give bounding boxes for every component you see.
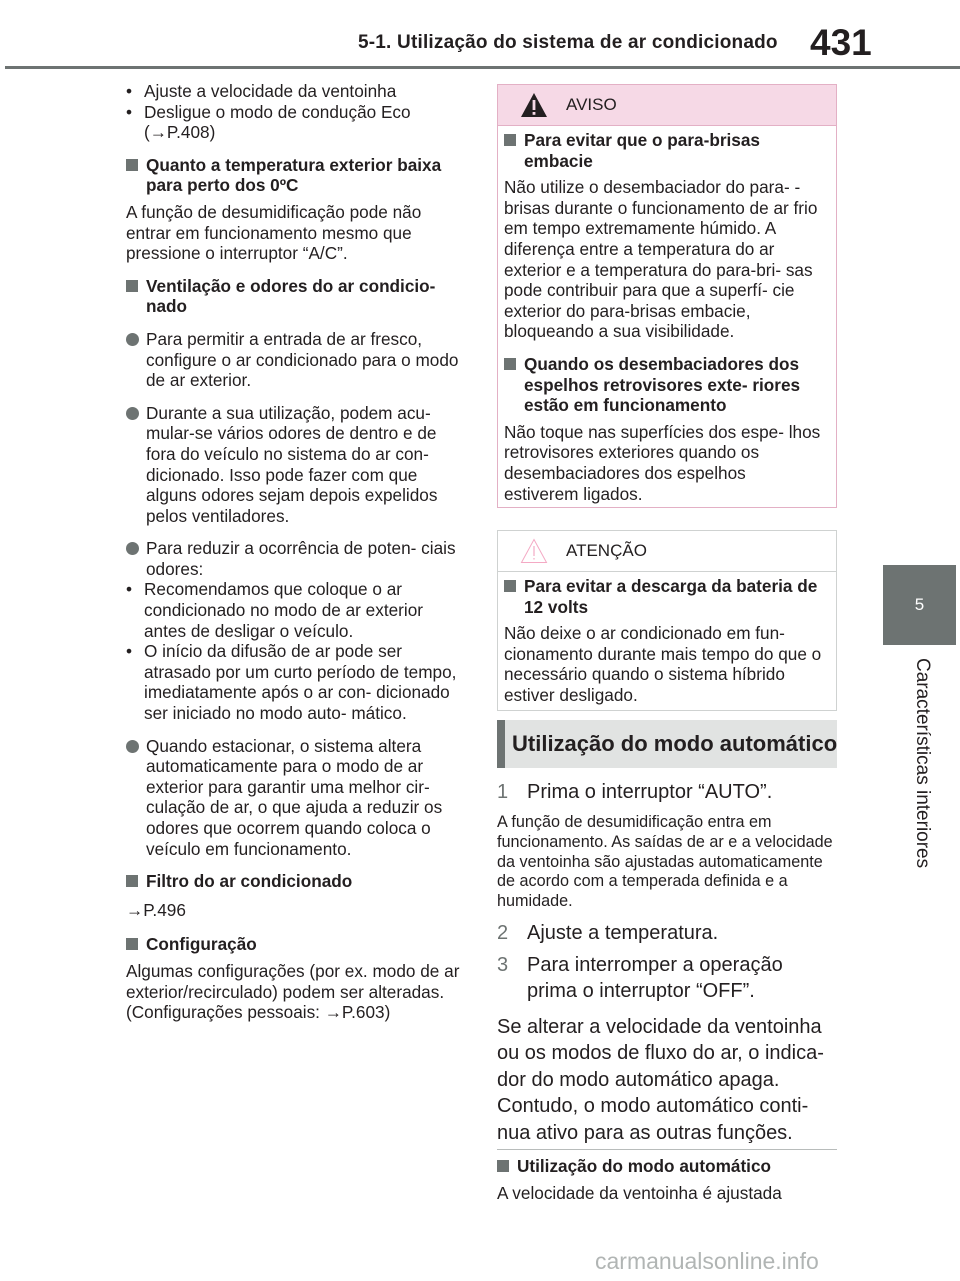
step-2: 2 Ajuste a temperatura.	[497, 921, 719, 944]
page-number: 431	[810, 22, 872, 63]
square-bullet-icon	[126, 159, 138, 171]
dot-item: Durante a sua utilização, podem acu- mular-se vários odores de dentro e de fora do veículo no sistema do ar con- dicionado. Isso pode fazer com que alguns odores sejam depois expelidos pelos ventiladores.	[126, 403, 466, 527]
square-bullet-icon	[504, 358, 516, 370]
warning-label: AVISO	[566, 95, 617, 114]
square-bullet-icon	[126, 938, 138, 950]
dot-item: Para reduzir a ocorrência de poten- ciais odores:	[126, 538, 466, 579]
dot-item: Para permitir a entrada de ar fresco, configure o ar condicionado para o modo de ar exterior.	[126, 329, 466, 391]
circle-bullet-icon	[126, 407, 139, 420]
header-rule	[5, 66, 960, 69]
subheading-filtro: Filtro do ar condicionado	[126, 871, 466, 892]
notice-label: ATENÇÃO	[566, 541, 647, 560]
paragraph-temp: A função de desumidificação pode não entrar em funcionamento mesmo que pressione o interruptor “A/C”.	[126, 201, 422, 264]
warning-box	[497, 84, 837, 508]
step-3: 3 Para interromper a operação prima o interruptor “OFF”.	[497, 953, 783, 1002]
square-bullet-icon	[504, 134, 516, 146]
bullet-item: • Ajuste a velocidade da ventoinha	[126, 81, 397, 101]
paragraph-config: Algumas configurações (por ex. modo de ar exterior/recirculado) podem ser alteradas.	[126, 960, 460, 1002]
section-heading-bar	[497, 720, 505, 768]
subheading-vent: Ventilação e odores do ar condicio- nado	[126, 276, 466, 317]
subheading-config: Configuração	[126, 934, 466, 955]
subheading-temp: Quanto a temperatura exterior baixa para perto dos 0ºC	[126, 155, 466, 196]
chapter-tab-number: 5	[883, 565, 956, 645]
warning-paragraph: Não toque nas superfícies dos espe- lhos retrovisores exteriores quando os desembaciadores dos espelhos estiverem ligados.	[504, 421, 821, 504]
chapter-tab-label	[883, 650, 956, 1190]
notice-box	[497, 530, 837, 711]
notice-box-header	[498, 531, 836, 572]
warning-body	[504, 130, 822, 504]
warning-subheading: Quando os desembaciadores dos espelhos retrovisores exte- riores estão em funcionamento	[504, 354, 822, 416]
right-column	[497, 779, 837, 1146]
circle-bullet-icon	[126, 740, 139, 753]
auto-note	[497, 1156, 837, 1203]
paragraph-config-ref: (Configurações pessoais: →P.603)	[126, 1002, 391, 1023]
square-bullet-icon	[497, 1160, 509, 1172]
notice-body	[504, 576, 822, 706]
notice-subheading: Para evitar a descarga da bateria de 12 volts	[504, 576, 822, 617]
notice-paragraph: Não deixe o ar condicionado em fun- cionamento durante mais tempo do que o necessário quando o sistema híbrido estiver desligado.	[504, 623, 822, 705]
chapter-tab-label-text: Características interiores	[912, 658, 933, 869]
warning-subheading: Para evitar que o para-brisas embacie	[504, 130, 822, 171]
automatic-mode-paragraph: Se alterar a velocidade da ventoinha ou os modos de fluxo do ar, o indica- dor do modo automático apaga. Contudo, o modo automático conti- nua ativo para as outras funções.	[497, 1015, 824, 1144]
warning-paragraph: Não utilize o desembaciador do para- -brisas durante o funcionamento de ar frio em tempo extremamente húmido. A diferença entre a temperatura do ar exterior e a temperatura do para-bri- sas pode contribuir para que a superfí- cie exterior do para-brisas embacie, bloqueando a sua visibilidade.	[504, 177, 818, 342]
bullet-item: • O início da difusão de ar pode ser atrasado por um curto período de tempo, imediatamente após o ar con- dicionado ser iniciado no modo auto- mático.	[126, 641, 457, 724]
notice-triangle-icon	[520, 538, 548, 564]
bullet-item: • Recomendamos que coloque o ar condicionado no modo de ar exterior antes de desligar o veículo.	[126, 579, 423, 641]
square-bullet-icon	[126, 875, 138, 887]
link-filtro[interactable]: →P.496	[126, 899, 186, 920]
dot-item: Quando estacionar, o sistema altera automaticamente para o modo de ar exterior para garantir uma melhor cir- culação de ar, o que ajuda a reduzir os odores que ocorrem quando coloca o veículo em funcionamento.	[126, 736, 466, 860]
warning-box-header	[498, 85, 836, 126]
circle-bullet-icon	[126, 542, 139, 555]
square-bullet-icon	[126, 280, 138, 292]
step-1-paragraph: A função de desumidificação entra em funcionamento. As saídas de ar e a velocidade da ventoinha são ajustadas automaticamente de acordo com a temperada definida e a humidade.	[497, 813, 833, 911]
section-heading: Utilização do modo automático	[512, 731, 838, 756]
left-column	[126, 81, 466, 1023]
step-1: 1 Prima o interruptor “AUTO”.	[497, 781, 773, 803]
auto-note-heading: Utilização do modo automático	[497, 1156, 837, 1177]
watermark: carmanualsonline.info	[595, 1248, 819, 1274]
auto-note-paragraph: A velocidade da ventoinha é ajustada	[497, 1182, 782, 1203]
bullet-item: • Desligue o modo de condução Eco (→P.408)	[126, 101, 411, 143]
square-bullet-icon	[504, 580, 516, 592]
note-rule	[497, 1149, 837, 1150]
warning-triangle-icon	[520, 92, 548, 118]
circle-bullet-icon	[126, 333, 139, 346]
running-header-title: 5-1. Utilização do sistema de ar condicionado	[358, 32, 778, 53]
